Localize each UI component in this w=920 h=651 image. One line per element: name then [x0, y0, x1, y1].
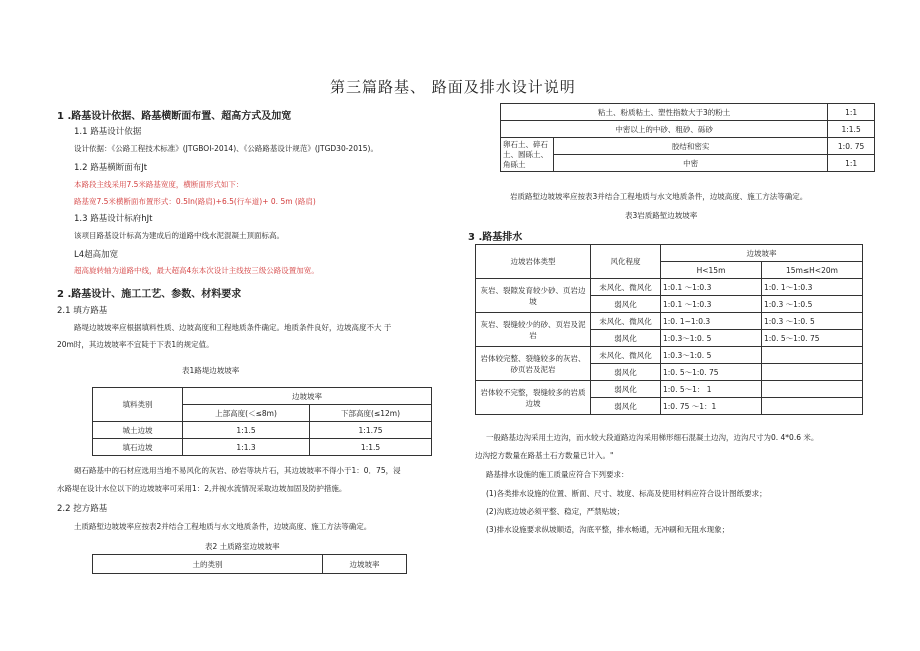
- drainage-para2: 路基排水设施的施工质量应符合下列要求：: [486, 470, 629, 479]
- table-row: [501, 121, 875, 138]
- table3-cell: 岩体较不完整，裂缝较多的岩质边坡: [476, 381, 591, 415]
- table2-cell: 中密: [554, 155, 828, 172]
- table3-cell: 1:0. 75 ～1：1: [661, 398, 762, 415]
- table2-group-label: 卵石土、碎石土、圆砾土、角砾土: [501, 138, 554, 172]
- table3-col-h1: H<15m: [661, 262, 762, 279]
- table-row: [501, 138, 875, 155]
- table-row: [501, 155, 875, 172]
- table2-cell: 粘土、粉质粘土、塑性指数大于3的粉土: [501, 104, 828, 121]
- section-1-heading: 1 .路基设计依据、路基横断面布置、超高方式及加宽: [57, 111, 292, 122]
- section-2-heading: 2 .路基设计、施工工艺、参数、材料要求: [57, 289, 242, 300]
- table3-cell: 1:0.1 ～1:0.3: [661, 279, 762, 296]
- table3-cell: 未风化、微风化: [591, 279, 661, 296]
- table-row: [476, 381, 863, 398]
- section-2-1-line2: 20m时，其边坡坡率不宜陡于下表1的规定值。: [57, 340, 214, 349]
- table1-cell: 1:1.5: [310, 439, 432, 456]
- section-1-4-text: 超高旋转轴为道路中线，最大超高4东本次设计主线按三级公路设置加宽。: [74, 266, 319, 275]
- table-row: [476, 347, 863, 364]
- table2-note: 岩质路堑边坡坡率应按表3并结合工程地质与水文地质条件，边坡高度、施工方法等确定。: [510, 192, 808, 201]
- table3-cell: 1:0. 5～1:0. 75: [661, 364, 762, 381]
- table3-cell: 未风化、微风化: [591, 347, 661, 364]
- table1-cell: 1:1.75: [310, 422, 432, 439]
- table3-cell: [762, 347, 863, 364]
- drainage-item-2: (2)沟底边坡必须平整、稳定，严禁贴坡；: [486, 507, 625, 516]
- table3-cell: 1:0. 5～1:0. 75: [762, 330, 863, 347]
- table1-col-lower: 下部高度(≤12m): [310, 405, 432, 422]
- section-1-2-heading: 1.2 路基横断面布Jt: [74, 163, 148, 173]
- section-2-1-line1: 路堤边坡坡率应根据填料性质、边坡高度和工程地质条件确定。地质条件良好，边坡高度不大 于: [74, 323, 392, 332]
- table3: [475, 244, 863, 415]
- section-1-2-line1: 本路段主线采用7.5米路基宽度，横断面形式如下：: [74, 180, 244, 189]
- table1-group-header: 边坡坡率: [183, 388, 432, 405]
- table3-cell: 1:0.3 ～1:0. 5: [762, 313, 863, 330]
- table3-col-type: 边坡岩体类型: [476, 245, 591, 279]
- table3-cell: 未风化、微风化: [591, 313, 661, 330]
- table2-caption: 表2 土质路室边坡坡率: [205, 542, 280, 551]
- table2-header: [92, 554, 407, 574]
- table1-cell: 填石边坡: [93, 439, 183, 456]
- table3-col-h2: 15m≤H<20m: [762, 262, 863, 279]
- table1-caption: 表1路堤边坡坡率: [182, 366, 240, 375]
- table1: [92, 387, 432, 456]
- table3-cell: 岩体较完整、裂缝较多的灰岩、砂页岩及泥岩: [476, 347, 591, 381]
- drainage-item-1: (1)各类排水设施的位置、断面、尺寸、坡度、标高及使用材料应符合设计图纸要求；: [486, 489, 767, 498]
- section-3-heading: 3 .路基排水: [468, 232, 523, 243]
- section-2-2-heading: 2.2 挖方路基: [57, 504, 108, 514]
- table1-cell: 1:1.5: [183, 422, 310, 439]
- table3-cell: 弱风化: [591, 296, 661, 313]
- table1-cell: 1:1.3: [183, 439, 310, 456]
- table3-cell: [762, 364, 863, 381]
- page-title: 第三篇路基、 路面及排水设计说明: [330, 78, 576, 96]
- drainage-item-3: (3)排水设施要求纵坡顺适，沟底平整，排水畅通，无冲刷和无阻水现象；: [486, 525, 730, 534]
- table-row: [93, 422, 432, 439]
- table3-col-weathering: 风化程度: [591, 245, 661, 279]
- section-1-2-line2: 路基宽7.5米横断面布置形式：0.5In(路肩)+6.5(行车道)+ 0. 5m (路肩): [74, 197, 316, 206]
- table3-cell: 灰岩、裂隙发育较少砂、页岩边坡: [476, 279, 591, 313]
- section-1-3-heading: 1.3 路基设计标府hJt: [74, 214, 153, 224]
- table2-cell: 中密以上的中砂、粗砂、砾砂: [501, 121, 828, 138]
- table2-col-ratio: 边坡坡率: [323, 555, 407, 574]
- table-row: [93, 439, 432, 456]
- table3-cell: 弱风化: [591, 364, 661, 381]
- table2-cell: 1:1: [828, 104, 875, 121]
- table3-cell: 1:0. 5～1： 1: [661, 381, 762, 398]
- table2-continued: [500, 103, 875, 172]
- drainage-para1-line1: 一般路基边沟采用土边沟，而水较大段道路边沟采用梯形细石混凝土边沟，边沟尺寸为0. 4*0.6 米。: [486, 433, 819, 442]
- drainage-para1-line2: 边沟挖方数量在路基土石方数量已计入。": [475, 451, 614, 460]
- table2-col-type: 土的类别: [93, 555, 323, 574]
- section-1-1-text: 设计依据：《公路工程技术标准》(JTGBOI-2014)、《公路路基设计规范》(JTGD30-2015)。: [74, 144, 378, 153]
- table2-cell: 1:1.5: [828, 121, 875, 138]
- after-table1-line1: 砌石路基中的石材应选用当地不易风化的灰岩、砂岩等块片石，其边坡坡率不得小于1：0．75，浸: [74, 466, 401, 475]
- table2-cell: 胶结和密实: [554, 138, 828, 155]
- section-1-3-text: 该项目路基设计标高为建成后的道路中线水泥混凝土顶面标高。: [74, 231, 284, 240]
- section-1-4-heading: L4超高加宽: [74, 250, 119, 260]
- table3-cell: 弱风化: [591, 381, 661, 398]
- table-row: [501, 104, 875, 121]
- table3-cell: [762, 398, 863, 415]
- table3-cell: 弱风化: [591, 398, 661, 415]
- table3-cell: 弱风化: [591, 330, 661, 347]
- table1-col-upper: 上部高度(＜≤8m): [183, 405, 310, 422]
- section-2-1-heading: 2.1 填方路基: [57, 306, 108, 316]
- table3-cell: 1:0.3～1:0. 5: [661, 330, 762, 347]
- after-table1-line2: 水路堤在设计水位以下的边坡坡率可采用1：2,并视水流情况采取边坡加固及防护措施。: [57, 484, 347, 493]
- table-row: [476, 313, 863, 330]
- section-2-2-text: 土质路堑边坡坡率应按表2并结合工程地质与水文地质条件，边坡高度、施工方法等确定。: [74, 522, 372, 531]
- table3-cell: 1:0. 1～1:0.3: [762, 279, 863, 296]
- table3-caption: 表3岩质路堑边坡坡率: [625, 211, 698, 220]
- table3-cell: 灰岩、裂缝较少的砂、页岩及泥岩: [476, 313, 591, 347]
- table3-cell: 1:0.3～1:0. 5: [661, 347, 762, 364]
- table1-col-type: 填料类别: [93, 388, 183, 422]
- section-1-1-heading: 1.1 路基设计依据: [74, 127, 142, 137]
- table2-cell: 1:0. 75: [828, 138, 875, 155]
- table3-cell: [762, 381, 863, 398]
- table1-cell: 城土边坡: [93, 422, 183, 439]
- table-row: [476, 279, 863, 296]
- table3-cell: 1:0.3 ～1:0.5: [762, 296, 863, 313]
- table3-group-header: 边坡坡率: [661, 245, 863, 262]
- table3-cell: 1:0. 1~1:0.3: [661, 313, 762, 330]
- table3-cell: 1:0.1 ～1:0.3: [661, 296, 762, 313]
- table2-cell: 1:1: [828, 155, 875, 172]
